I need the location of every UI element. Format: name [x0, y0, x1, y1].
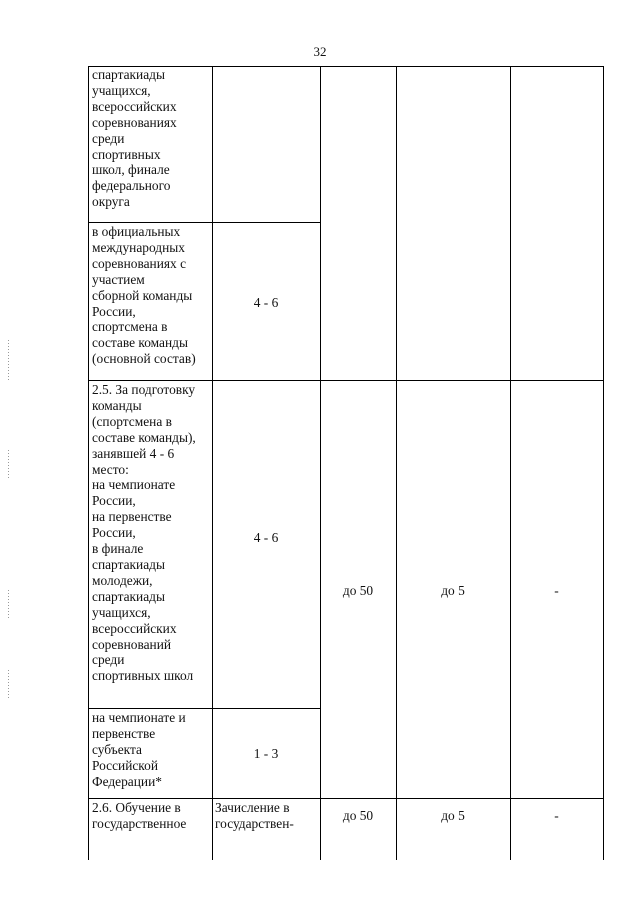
merged-col4-value: до 5 — [441, 583, 465, 598]
row3-place: 4 - 6 — [253, 530, 279, 545]
row5-col3-value: до 50 — [342, 808, 374, 823]
scan-mark — [8, 340, 9, 380]
page-number: 32 — [313, 44, 327, 59]
row5-description: 2.6. Обучение в государственное — [92, 800, 187, 831]
merged-col5-value: - — [554, 583, 559, 598]
row2-place: 4 - 6 — [253, 295, 279, 310]
row5-criteria: Зачисление в государствен- — [215, 800, 294, 831]
row4-description: на чемпионате и первенстве субъекта Российской Федерации* — [92, 710, 186, 789]
scan-mark — [8, 670, 9, 700]
scan-mark — [8, 450, 9, 480]
row5-col4-value: до 5 — [441, 808, 465, 823]
row3-description: 2.5. За подготовку команды (спортсмена в составе команды), занявшей 4 - 6 место: на чемпионате России, на первенстве России, в финале спартакиады молодежи, спартакиады учащихся, всероссийских соревнований среди спортивных школ — [92, 382, 196, 684]
scan-mark — [8, 590, 9, 620]
row2-description: в официальных международных соревнованиях с участием сборной команды России, спортсмена в составе команды (основной состав) — [92, 224, 196, 367]
row5-col5-value: - — [554, 808, 559, 823]
row1-description: спартакиады учащихся, всероссийских соревнованиях среди спортивных школ, финале федерального округа — [92, 67, 177, 210]
merged-col3-value: до 50 — [342, 583, 374, 598]
row4-place: 1 - 3 — [253, 746, 279, 761]
